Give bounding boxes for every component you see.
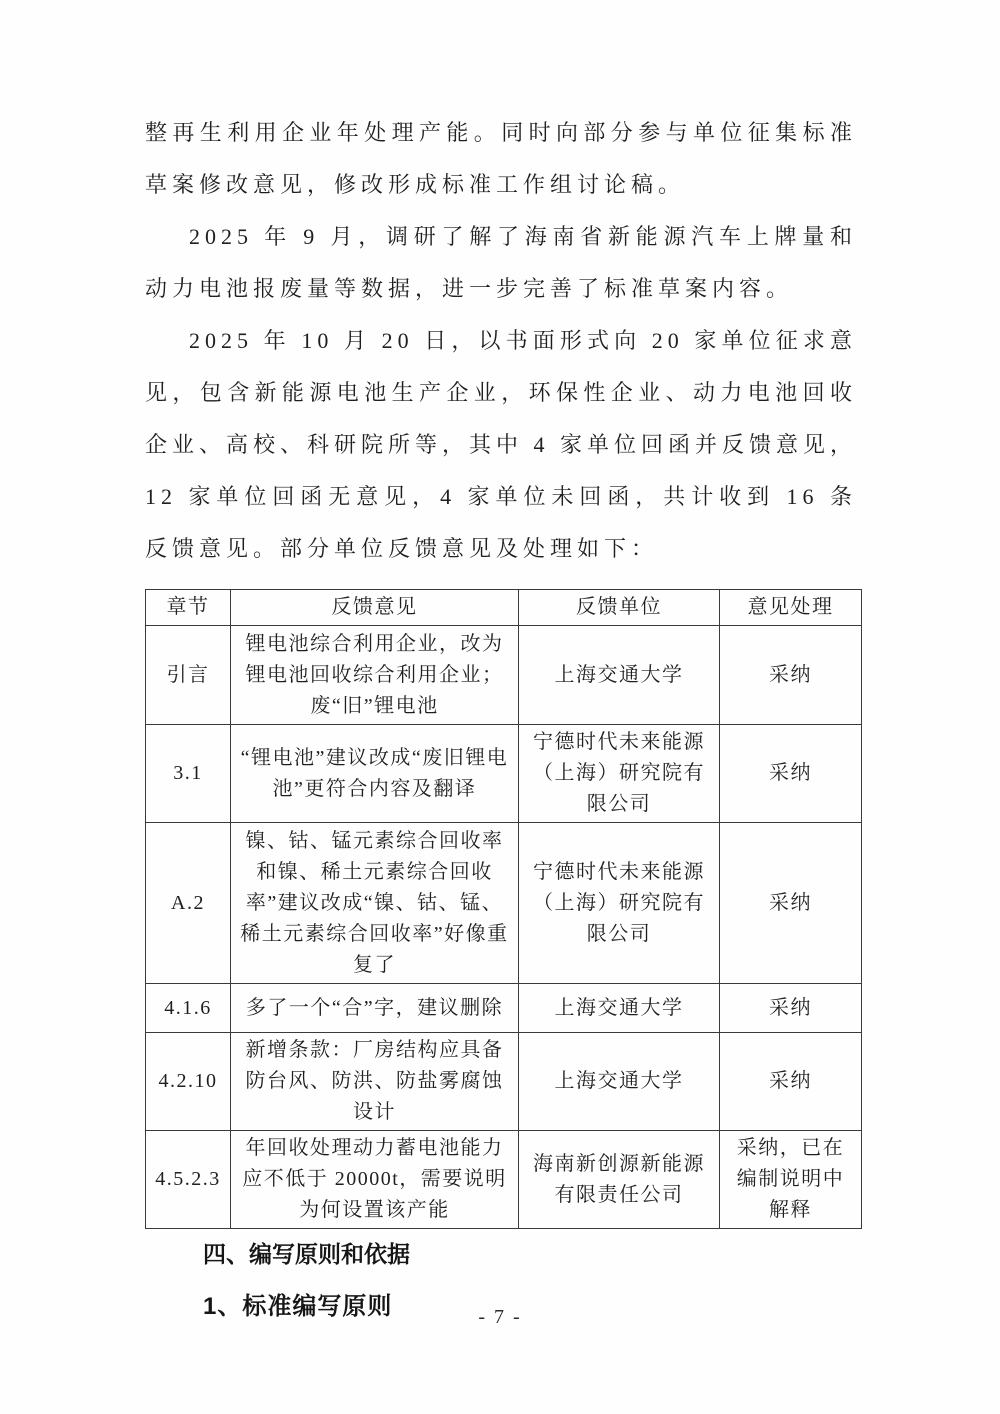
table-header-section: 章节: [146, 590, 231, 626]
table-cell-unit: 上海交通大学: [519, 626, 720, 725]
table-header-handling: 意见处理: [720, 590, 862, 626]
table-cell-handling: 采纳: [720, 984, 862, 1033]
table-row: [146, 1131, 862, 1229]
table-cell-section: 4.5.2.3: [146, 1131, 231, 1229]
table-cell-section: 4.1.6: [146, 984, 231, 1033]
table-cell-section: 4.2.10: [146, 1033, 231, 1131]
body-paragraph: 2025 年 10 月 20 日，以书面形式向 20 家单位征求意见，包含新能源电池生产企业，环保性企业、动力电池回收企业、高校、科研院所等，其中 4 家单位回函并反馈意见，12 家单位回函无意见，4 家单位未回函，共计收到 16 条反馈意见。部分单位反馈意见及处理如下：: [145, 328, 858, 561]
table-header-row: [146, 590, 862, 626]
table-cell-opinion: 年回收处理动力蓄电池能力应不低于 20000t，需要说明为何设置该产能: [231, 1131, 519, 1229]
table-cell-unit: 宁德时代未来能源（上海）研究院有限公司: [519, 823, 720, 984]
table-row: [146, 1033, 862, 1131]
table-cell-unit: 上海交通大学: [519, 984, 720, 1033]
section-heading: 四、编写原则和依据: [203, 1241, 410, 1267]
table-cell-unit: 上海交通大学: [519, 1033, 720, 1131]
table-cell-handling: 采纳: [720, 1033, 862, 1131]
table-cell-section: 3.1: [146, 725, 231, 823]
table-cell-handling: 采纳: [720, 725, 862, 823]
table-cell-opinion: 多了一个“合”字，建议删除: [231, 984, 519, 1033]
table-header-unit: 反馈单位: [519, 590, 720, 626]
table-cell-handling: 采纳，已在编制说明中解释: [720, 1131, 862, 1229]
table-cell-handling: 采纳: [720, 823, 862, 984]
table-cell-section: 引言: [146, 626, 231, 725]
subsection-heading: 1、标准编写原则: [203, 1293, 393, 1320]
table-cell-unit: 海南新创源新能源有限责任公司: [519, 1131, 720, 1229]
table-row: [146, 984, 862, 1033]
table-row: [146, 626, 862, 725]
table-cell-section: A.2: [146, 823, 231, 984]
table-cell-handling: 采纳: [720, 626, 862, 725]
page-number: - 7 -: [478, 1306, 522, 1328]
table-row: [146, 725, 862, 823]
body-paragraph: 2025 年 9 月，调研了解了海南省新能源汽车上牌量和动力电池报废量等数据，进一步完善了标准草案内容。: [145, 224, 857, 301]
table-cell-unit: 宁德时代未来能源（上海）研究院有限公司: [519, 725, 720, 823]
table-row: [146, 823, 862, 984]
table-cell-opinion: 锂电池综合利用企业，改为锂电池回收综合利用企业；废“旧”锂电池: [231, 626, 519, 725]
table-header-opinion: 反馈意见: [231, 590, 519, 626]
table-cell-opinion: 镍、钴、锰元素综合回收率和镍、稀土元素综合回收率”建议改成“镍、钴、锰、稀土元素综合回收率”好像重复了: [231, 823, 519, 984]
table-cell-opinion: 新增条款：厂房结构应具备防台风、防洪、防盐雾腐蚀设计: [231, 1033, 519, 1131]
feedback-table: [145, 589, 862, 1229]
body-paragraph: 整再生利用企业年处理产能。同时向部分参与单位征集标准草案修改意见，修改形成标准工作组讨论稿。: [145, 120, 857, 197]
table-cell-opinion: “锂电池”建议改成“废旧锂电池”更符合内容及翻译: [231, 725, 519, 823]
